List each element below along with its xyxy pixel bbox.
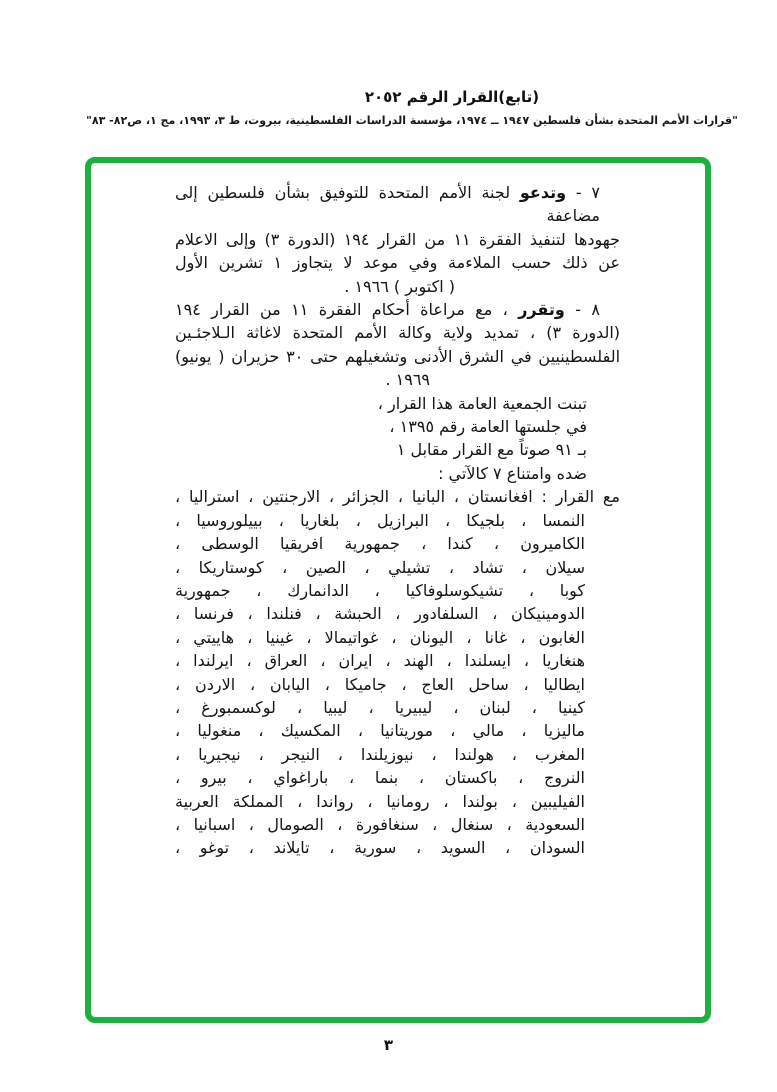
- clause-text: ، مع مراعاة أحكام الفقرة ١١ من القرار ١٩٤: [175, 300, 508, 320]
- text-line: كينيا ، لبنان ، ليبيريا ، ليبيا ، لوكسمبورغ ،: [175, 697, 585, 717]
- resolution-text: [175, 181, 620, 860]
- paragraph-8: [175, 298, 620, 392]
- text-line: النمسا ، بلجيكا ، البرازيل ، بلغاريا ، بييلوروسيا ،: [175, 510, 585, 530]
- text-line: سيلان ، تشاد ، تشيلي ، الصين ، كوستاريكا ،: [175, 557, 585, 577]
- text-line: الدومينيكان ، السلفادور ، الحبشة ، فنلندا ، فرنسا ،: [175, 604, 585, 624]
- text-line: السودان ، السويد ، سورية ، تايلاند ، توغو ،: [175, 838, 585, 858]
- text-line: الكاميرون ، كندا ، جمهورية افريقيا الوسطى ،: [175, 534, 585, 554]
- paragraph-7: [175, 181, 620, 298]
- text-line: ايطاليا ، ساحل العاج ، جاميكا ، اليابان ، الاردن ،: [175, 674, 585, 694]
- vote-countries: افغانستان ، البانيا ، الجزائر ، الارجنتين ، استراليا ،: [175, 487, 533, 507]
- clause-number: ٨ -: [575, 300, 601, 320]
- clause-keyword: وتدعو: [519, 183, 567, 202]
- vote-with-label: مع القرار :: [541, 487, 620, 507]
- text-line: الفلسطينيين في الشرق الأدنى وتشغيلهم حتى ٣٠ حزيران ( يونيو): [175, 346, 621, 366]
- source-citation: "قرارات الأمم المتحدة بشأن فلسطين ١٩٤٧ ــ ١٩٧٤، مؤسسة الدراسات الفلسطينية، بيروت، ط ٣، ١٩٩٣، مج ١، ص٨٢- ٨٣": [86, 114, 738, 127]
- paragraph-7-opening-line: [175, 181, 620, 228]
- clause-text: لجنة الأمم المتحدة للتوفيق بشأن فلسطين إلى مضاعفة: [175, 183, 600, 226]
- clause-number: ٧ -: [575, 183, 600, 202]
- text-line: ( اكتوبر ) ١٩٦٦ .: [344, 276, 455, 296]
- text-line: ماليزيا ، مالي ، موريتانيا ، المكسيك ، منغوليا ،: [175, 721, 585, 741]
- text-line: جهودها لتنفيذ الفقرة ١١ من القرار ١٩٤ (الدورة ٣) وإلى الاعلام: [175, 229, 620, 249]
- vote-with-line: [175, 485, 620, 508]
- text-line: الفيليبين ، بولندا ، رومانيا ، رواندا ، المملكة العربية: [175, 791, 585, 811]
- text-line: بـ ٩١ صوتاً مع القرار مقابل ١: [396, 440, 587, 460]
- text-line: السعودية ، سنغال ، سنغافورة ، الصومال ، اسبانيا ،: [175, 814, 585, 834]
- vote-record: [175, 485, 620, 860]
- page-number: ٣: [383, 1036, 394, 1054]
- text-line: النروج ، باكستان ، بنما ، باراغواي ، بيرو ،: [175, 768, 585, 788]
- text-line: عن ذلك حسب الملاءمة وفي موعد لا يتجاوز ١ تشرين الأول: [175, 253, 620, 273]
- paragraph-8-opening-line: [175, 298, 620, 321]
- resolution-title: (تابع)القرار الرقم ٢٠٥٢: [364, 88, 540, 106]
- text-line: هنغاريا ، ايسلندا ، الهند ، ايران ، العراق ، ايرلندا ،: [175, 651, 585, 671]
- text-line: الغابون ، غانا ، اليونان ، غواتيمالا ، غينيا ، هاييتي ،: [175, 627, 585, 647]
- text-line: كوبا ، تشيكوسلوفاكيا ، الدانمارك ، جمهورية: [175, 580, 585, 600]
- text-line: في جلستها العامة رقم ١٣٩٥ ،: [389, 417, 587, 437]
- text-line: تبنت الجمعية العامة هذا القرار ،: [377, 393, 587, 413]
- adoption-statement: [175, 392, 620, 486]
- text-line: ١٩٦٩ .: [385, 370, 430, 390]
- text-line: (الدورة ٣) ، تمديد ولاية وكالة الأمم المتحدة لاغاثة الـلاجئـين: [175, 323, 621, 343]
- text-line: ضده وامتناع ٧ كالآتي :: [438, 463, 587, 483]
- text-line: المغرب ، هولندا ، نيوزيلندا ، النيجر ، نيجيريا ،: [175, 744, 585, 764]
- clause-keyword: وتقرر: [518, 300, 565, 320]
